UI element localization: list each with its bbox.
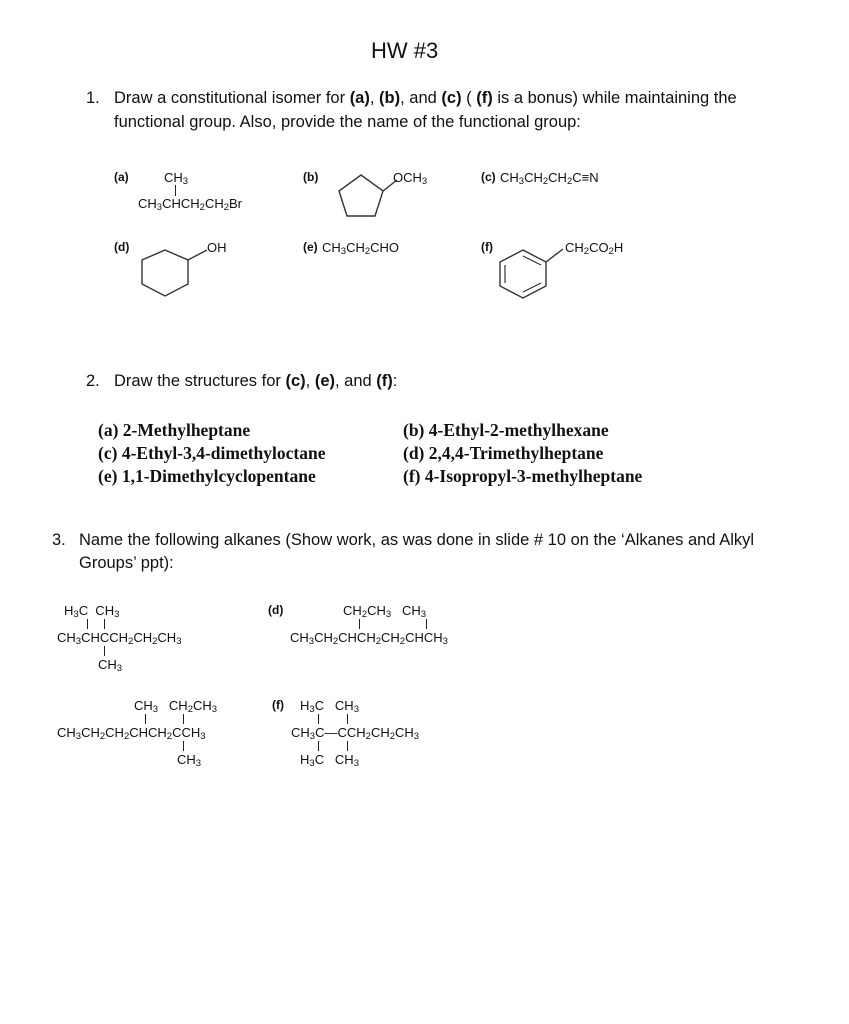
q2-item-name: 2-Methylheptane bbox=[122, 420, 251, 440]
q3-s1-bond bbox=[87, 619, 88, 629]
q2-item-label: (e) bbox=[98, 466, 118, 486]
q2-item-label: (c) bbox=[98, 443, 118, 463]
page-title: HW #3 bbox=[371, 38, 439, 63]
q2-sep: , bbox=[305, 372, 315, 390]
q3-s1-bond bbox=[104, 646, 105, 656]
q2-item-b bbox=[403, 419, 609, 442]
q3-s3-bond bbox=[145, 714, 146, 724]
q1-label-d: (d) bbox=[114, 240, 130, 254]
q3-s2-bond bbox=[426, 619, 427, 629]
q1-c-formula: $CH_3CH_2CH_2C\equiv N$ bbox=[500, 170, 599, 187]
q1-label-e: (e) bbox=[303, 240, 318, 254]
q3-label-f: (f) bbox=[272, 698, 284, 712]
q3-s1-bond bbox=[104, 619, 105, 629]
q3-s4-bottom: $H_3C$ $CH_3$ bbox=[300, 752, 359, 769]
question-1-text bbox=[114, 86, 737, 134]
q2-item-name: 2,4,4-Trimethylheptane bbox=[428, 443, 604, 463]
q1-ref-c: (c) bbox=[441, 89, 462, 107]
q2-ref-c: (c) bbox=[285, 372, 306, 390]
q1-label-c: (c) bbox=[481, 170, 496, 184]
q2-ref-e: (e) bbox=[314, 372, 335, 390]
q2-item-f bbox=[403, 465, 642, 488]
q2-item-name: 4-Ethyl-2-methylhexane bbox=[428, 420, 609, 440]
question-2-text bbox=[114, 369, 397, 393]
q2-text-part: Draw the structures for bbox=[114, 372, 286, 390]
q1-text-line2: functional group. Also, provide the name of the functional group: bbox=[114, 113, 581, 131]
q2-sep: , and bbox=[335, 372, 377, 390]
q3-s4-bond bbox=[318, 741, 319, 751]
q2-item-name: 1,1-Dimethylcyclopentane bbox=[121, 466, 316, 486]
q1-label-a: (a) bbox=[114, 170, 129, 184]
q1-sep: , and bbox=[400, 89, 442, 107]
q1-a-top-group: $CH_3$ bbox=[164, 170, 189, 187]
q1-label-b: (b) bbox=[303, 170, 319, 184]
q3-s4-bond bbox=[318, 714, 319, 724]
q1-a-main-chain: $CH_3CHCH_2CH_2Br$ bbox=[138, 196, 243, 213]
q3-s3-top: $CH_3$ $CH_2CH_3$ bbox=[134, 698, 218, 715]
question-3-number: 3. bbox=[52, 531, 66, 549]
q2-item-name: 4-Ethyl-3,4-dimethyloctane bbox=[121, 443, 326, 463]
q3-label-d: (d) bbox=[268, 603, 284, 617]
q3-s1-bottom: $CH_3$ bbox=[98, 657, 123, 674]
q1-sep: ( bbox=[461, 89, 477, 107]
q2-item-label: (d) bbox=[403, 443, 425, 463]
q3-s4-bond bbox=[347, 741, 348, 751]
q3-s4-top: $H_3C$ $CH_3$ bbox=[300, 698, 359, 715]
q1-b-substituent: $OCH_3$ bbox=[393, 170, 428, 187]
q1-ref-f: (f) bbox=[476, 89, 493, 107]
question-3-line2: Groups’ ppt): bbox=[79, 554, 174, 572]
q3-s1-main: $CH_3CHCCH_2CH_2CH_3$ bbox=[57, 630, 182, 647]
q3-s3-bottom: $CH_3$ bbox=[177, 752, 202, 769]
q2-item-a bbox=[98, 419, 250, 442]
question-2-number: 2. bbox=[86, 372, 100, 390]
q3-s3-main: $CH_3CH_2CH_2CHCH_2CCH_3$ bbox=[57, 725, 206, 742]
q3-s3-bond bbox=[183, 741, 184, 751]
q1-a-bond bbox=[175, 185, 176, 196]
question-1-number: 1. bbox=[86, 89, 100, 107]
q3-s1-top: $H_3C$ $CH_3$ bbox=[64, 603, 120, 620]
q1-text-part: is a bonus) while maintaining the bbox=[492, 89, 737, 107]
q2-item-e bbox=[98, 465, 316, 488]
q3-s2-main: $CH_3CH_2CHCH_2CH_2CHCH_3$ bbox=[290, 630, 448, 647]
q1-f-substituent: $CH_2CO_2H$ bbox=[565, 240, 624, 257]
q2-item-c bbox=[98, 442, 325, 465]
q2-item-label: (a) bbox=[98, 420, 119, 440]
q1-label-f: (f) bbox=[481, 240, 493, 254]
q3-s4-bond bbox=[347, 714, 348, 724]
q2-item-label: (f) bbox=[403, 466, 421, 486]
q3-s3-bond bbox=[183, 714, 184, 724]
q1-sep: , bbox=[369, 89, 380, 107]
q3-s4-main: $CH_3C—CCH_2CH_2CH_3$ bbox=[291, 725, 420, 742]
q2-item-d bbox=[403, 442, 603, 465]
q2-text-part: : bbox=[392, 372, 398, 390]
q1-ref-b: (b) bbox=[379, 89, 401, 107]
q1-ref-a: (a) bbox=[349, 89, 370, 107]
q3-s2-bond bbox=[359, 619, 360, 629]
q2-item-name: 4-Isopropyl-3-methylheptane bbox=[424, 466, 643, 486]
question-3-line1: Name the following alkanes (Show work, as was done in slide # 10 on the ‘Alkanes and Alkyl bbox=[79, 531, 755, 549]
q1-text-part: Draw a constitutional isomer for bbox=[114, 89, 350, 107]
q3-s2-top: $CH_2CH_3$ $CH_3$ bbox=[343, 603, 427, 620]
q1-d-substituent: OH bbox=[207, 240, 227, 255]
q2-ref-f: (f) bbox=[376, 372, 393, 390]
q2-item-label: (b) bbox=[403, 420, 425, 440]
q1-e-formula: $CH_3CH_2CHO$ bbox=[322, 240, 400, 257]
